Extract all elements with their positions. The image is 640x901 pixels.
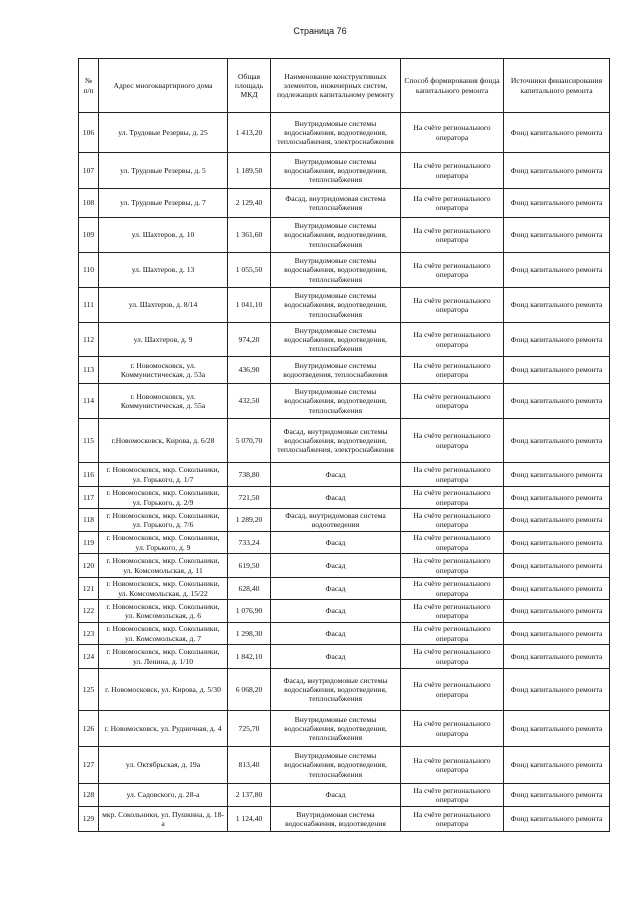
cell-source: Фонд капитального ремонта bbox=[504, 509, 610, 532]
cell-method: На счёте регионального оператора bbox=[401, 600, 504, 623]
cell-elements: Фасад, внутридомовая система теплоснабжения bbox=[271, 189, 401, 218]
cell-num: 114 bbox=[79, 384, 99, 419]
cell-method: На счёте регионального оператора bbox=[401, 323, 504, 357]
cell-area: 1 124,40 bbox=[228, 807, 271, 832]
cell-method: На счёте регионального оператора bbox=[401, 487, 504, 509]
cell-method: На счёте регионального оператора bbox=[401, 623, 504, 645]
cell-elements: Фасад bbox=[271, 532, 401, 554]
cell-elements: Внутридомовые системы водоснабжения, водоотведения, теплоснабжения bbox=[271, 253, 401, 288]
table-row bbox=[79, 532, 610, 554]
cell-address: ул. Садовского, д. 28-а bbox=[99, 784, 228, 807]
cell-method: На счёте регионального оператора bbox=[401, 554, 504, 578]
cell-method: На счёте регионального оператора bbox=[401, 711, 504, 747]
cell-num: 106 bbox=[79, 113, 99, 153]
cell-address: ул. Шахтеров, д. 10 bbox=[99, 218, 228, 253]
table-row bbox=[79, 623, 610, 645]
cell-area: 5 070,70 bbox=[228, 419, 271, 463]
page-title: Страница 76 bbox=[293, 26, 347, 36]
cell-method: На счёте регионального оператора bbox=[401, 384, 504, 419]
header-address: Адрес многоквартирного дома bbox=[99, 59, 228, 113]
cell-num: 108 bbox=[79, 189, 99, 218]
cell-elements: Фасад, внутридомовая система водоотведения bbox=[271, 509, 401, 532]
table-row bbox=[79, 487, 610, 509]
cell-source: Фонд капитального ремонта bbox=[504, 487, 610, 509]
table-row bbox=[79, 554, 610, 578]
cell-method: На счёте регионального оператора bbox=[401, 357, 504, 384]
cell-area: 721,50 bbox=[228, 487, 271, 509]
cell-num: 120 bbox=[79, 554, 99, 578]
cell-source: Фонд капитального ремонта bbox=[504, 645, 610, 669]
cell-elements: Внутридомовые системы водоотведения, теплоснабжения bbox=[271, 357, 401, 384]
table-row bbox=[79, 747, 610, 784]
cell-elements: Внутридомовые системы водоснабжения, водоотведения, теплоснабжения, электроснабжения bbox=[271, 113, 401, 153]
cell-address: г. Новомосковск, ул. Коммунистическая, д. 55а bbox=[99, 384, 228, 419]
table-row bbox=[79, 153, 610, 189]
cell-address: ул. Шахтеров, д. 13 bbox=[99, 253, 228, 288]
cell-source: Фонд капитального ремонта bbox=[504, 600, 610, 623]
cell-method: На счёте регионального оператора bbox=[401, 189, 504, 218]
cell-area: 2 129,40 bbox=[228, 189, 271, 218]
cell-address: г. Новомосковск, мкр. Сокольники, ул. Комсомольская, д. 11 bbox=[99, 554, 228, 578]
cell-method: На счёте регионального оператора bbox=[401, 463, 504, 487]
table-row bbox=[79, 645, 610, 669]
cell-source: Фонд капитального ремонта bbox=[504, 623, 610, 645]
cell-address: г.Новомосковск, Кирова, д. 6/28 bbox=[99, 419, 228, 463]
table-header-row bbox=[79, 59, 610, 113]
cell-source: Фонд капитального ремонта bbox=[504, 669, 610, 711]
cell-area: 1 055,50 bbox=[228, 253, 271, 288]
cell-num: 113 bbox=[79, 357, 99, 384]
cell-num: 129 bbox=[79, 807, 99, 832]
cell-source: Фонд капитального ремонта bbox=[504, 532, 610, 554]
cell-address: г. Новомосковск, мкр. Сокольники, ул. Комсомольская, д. 6 bbox=[99, 600, 228, 623]
cell-method: На счёте регионального оператора bbox=[401, 784, 504, 807]
cell-elements: Внутридомовые системы водоснабжения, водоотведения, теплоснабжения bbox=[271, 711, 401, 747]
cell-area: 2 137,80 bbox=[228, 784, 271, 807]
header-method: Способ формирования фонда капитального ремонта bbox=[401, 59, 504, 113]
cell-elements: Внутридомовые системы водоснабжения, водоотведения, теплоснабжения bbox=[271, 384, 401, 419]
cell-method: На счёте регионального оператора bbox=[401, 153, 504, 189]
cell-area: 1 289,20 bbox=[228, 509, 271, 532]
cell-method: На счёте регионального оператора bbox=[401, 532, 504, 554]
cell-num: 121 bbox=[79, 578, 99, 600]
cell-address: мкр. Сокольники, ул. Пушкина, д. 18-а bbox=[99, 807, 228, 832]
cell-elements: Фасад bbox=[271, 463, 401, 487]
cell-address: ул. Трудовые Резервы, д. 7 bbox=[99, 189, 228, 218]
cell-source: Фонд капитального ремонта bbox=[504, 747, 610, 784]
cell-method: На счёте регионального оператора bbox=[401, 113, 504, 153]
cell-area: 628,40 bbox=[228, 578, 271, 600]
cell-num: 117 bbox=[79, 487, 99, 509]
table-row bbox=[79, 113, 610, 153]
cell-area: 436,90 bbox=[228, 357, 271, 384]
table-row bbox=[79, 600, 610, 623]
cell-area: 1 041,10 bbox=[228, 288, 271, 323]
table-row bbox=[79, 218, 610, 253]
cell-area: 619,50 bbox=[228, 554, 271, 578]
table-row bbox=[79, 711, 610, 747]
cell-num: 115 bbox=[79, 419, 99, 463]
cell-source: Фонд капитального ремонта bbox=[504, 357, 610, 384]
cell-num: 124 bbox=[79, 645, 99, 669]
cell-method: На счёте регионального оператора bbox=[401, 645, 504, 669]
cell-source: Фонд капитального ремонта bbox=[504, 153, 610, 189]
cell-address: г. Новомосковск, мкр. Сокольники, ул. Ленина, д. 1/10 bbox=[99, 645, 228, 669]
cell-method: На счёте регионального оператора bbox=[401, 807, 504, 832]
cell-elements: Фасад bbox=[271, 600, 401, 623]
header-source: Источники финансирования капитального ремонта bbox=[504, 59, 610, 113]
cell-elements: Внутридомовые системы водоснабжения, водоотведения, теплоснабжения bbox=[271, 288, 401, 323]
cell-num: 107 bbox=[79, 153, 99, 189]
cell-elements: Внутридомовые системы водоснабжения, водоотведения, теплоснабжения bbox=[271, 323, 401, 357]
cell-elements: Фасад, внутридомовые системы водоснабжения, водоотведения, теплоснабжения, электроснабжения bbox=[271, 419, 401, 463]
cell-elements: Фасад bbox=[271, 578, 401, 600]
cell-source: Фонд капитального ремонта bbox=[504, 288, 610, 323]
cell-elements: Фасад bbox=[271, 487, 401, 509]
cell-method: На счёте регионального оператора bbox=[401, 218, 504, 253]
table-row bbox=[79, 253, 610, 288]
cell-num: 110 bbox=[79, 253, 99, 288]
table-row bbox=[79, 419, 610, 463]
cell-address: ул. Трудовые Резервы, д. 5 bbox=[99, 153, 228, 189]
cell-area: 432,50 bbox=[228, 384, 271, 419]
cell-num: 111 bbox=[79, 288, 99, 323]
cell-address: г. Новомосковск, ул. Рудничная, д. 4 bbox=[99, 711, 228, 747]
header-area: Общая площадь МКД bbox=[228, 59, 271, 113]
cell-num: 128 bbox=[79, 784, 99, 807]
cell-address: г. Новомосковск, мкр. Сокольники, ул. Горького, д. 2/9 bbox=[99, 487, 228, 509]
table-row bbox=[79, 578, 610, 600]
table-row bbox=[79, 807, 610, 832]
cell-area: 1 361,60 bbox=[228, 218, 271, 253]
cell-method: На счёте регионального оператора bbox=[401, 288, 504, 323]
table-row bbox=[79, 669, 610, 711]
cell-address: г. Новомосковск, ул. Кирова, д. 5/30 bbox=[99, 669, 228, 711]
table-row bbox=[79, 323, 610, 357]
cell-address: ул. Шахтеров, д. 9 bbox=[99, 323, 228, 357]
header-num: № п/п bbox=[79, 59, 99, 113]
cell-num: 127 bbox=[79, 747, 99, 784]
cell-area: 813,40 bbox=[228, 747, 271, 784]
cell-num: 119 bbox=[79, 532, 99, 554]
cell-num: 118 bbox=[79, 509, 99, 532]
cell-address: ул. Октябрьская, д. 19а bbox=[99, 747, 228, 784]
cell-elements: Фасад bbox=[271, 554, 401, 578]
cell-method: На счёте регионального оператора bbox=[401, 669, 504, 711]
table-row bbox=[79, 288, 610, 323]
cell-num: 126 bbox=[79, 711, 99, 747]
cell-method: На счёте регионального оператора bbox=[401, 747, 504, 784]
cell-num: 116 bbox=[79, 463, 99, 487]
table-row bbox=[79, 384, 610, 419]
cell-address: г. Новомосковск, мкр. Сокольники, ул. Комсомольская, д. 15/22 bbox=[99, 578, 228, 600]
cell-elements: Внутридомовая система водоснабжения, водоотведения bbox=[271, 807, 401, 832]
cell-elements: Внутридомовые системы водоснабжения, водоотведения, теплоснабжения bbox=[271, 153, 401, 189]
cell-address: г. Новомосковск, мкр. Сокольники, ул. Горького, д. 1/7 bbox=[99, 463, 228, 487]
table-row bbox=[79, 463, 610, 487]
cell-elements: Фасад, внутридомовые системы водоснабжения, водоотведения, теплоснабжения bbox=[271, 669, 401, 711]
cell-area: 974,20 bbox=[228, 323, 271, 357]
cell-source: Фонд капитального ремонта bbox=[504, 113, 610, 153]
cell-area: 1 413,20 bbox=[228, 113, 271, 153]
table-row bbox=[79, 784, 610, 807]
cell-source: Фонд капитального ремонта bbox=[504, 384, 610, 419]
table-row bbox=[79, 189, 610, 218]
cell-area: 6 068,20 bbox=[228, 669, 271, 711]
cell-method: На счёте регионального оператора bbox=[401, 578, 504, 600]
cell-elements: Фасад bbox=[271, 784, 401, 807]
cell-num: 112 bbox=[79, 323, 99, 357]
table-row bbox=[79, 509, 610, 532]
cell-area: 1 842,10 bbox=[228, 645, 271, 669]
cell-method: На счёте регионального оператора bbox=[401, 509, 504, 532]
cell-source: Фонд капитального ремонта bbox=[504, 253, 610, 288]
cell-method: На счёте регионального оператора bbox=[401, 419, 504, 463]
cell-address: ул. Трудовые Резервы, д. 25 bbox=[99, 113, 228, 153]
cell-elements: Внутридомовые системы водоснабжения, водоотведения, теплоснабжения bbox=[271, 747, 401, 784]
cell-area: 733,24 bbox=[228, 532, 271, 554]
cell-source: Фонд капитального ремонта bbox=[504, 323, 610, 357]
cell-num: 122 bbox=[79, 600, 99, 623]
cell-source: Фонд капитального ремонта bbox=[504, 784, 610, 807]
cell-elements: Фасад bbox=[271, 623, 401, 645]
table-row bbox=[79, 357, 610, 384]
cell-area: 1 298,30 bbox=[228, 623, 271, 645]
cell-source: Фонд капитального ремонта bbox=[504, 419, 610, 463]
cell-area: 725,70 bbox=[228, 711, 271, 747]
cell-source: Фонд капитального ремонта bbox=[504, 463, 610, 487]
cell-area: 738,80 bbox=[228, 463, 271, 487]
cell-num: 125 bbox=[79, 669, 99, 711]
cell-source: Фонд капитального ремонта bbox=[504, 578, 610, 600]
cell-address: г. Новомосковск, мкр. Сокольники, ул. Горького, д. 7/6 bbox=[99, 509, 228, 532]
cell-area: 1 076,90 bbox=[228, 600, 271, 623]
cell-address: г. Новомосковск, ул. Коммунистическая, д. 53а bbox=[99, 357, 228, 384]
cell-address: ул. Шахтеров, д. 8/14 bbox=[99, 288, 228, 323]
cell-num: 123 bbox=[79, 623, 99, 645]
cell-source: Фонд капитального ремонта bbox=[504, 218, 610, 253]
cell-method: На счёте регионального оператора bbox=[401, 253, 504, 288]
cell-elements: Фасад bbox=[271, 645, 401, 669]
cell-elements: Внутридомовые системы водоснабжения, водоотведения, теплоснабжения bbox=[271, 218, 401, 253]
cell-source: Фонд капитального ремонта bbox=[504, 807, 610, 832]
cell-area: 1 189,50 bbox=[228, 153, 271, 189]
cell-num: 109 bbox=[79, 218, 99, 253]
header-elements: Наименование конструктивных элементов, инженерных систем, подлежащих капитальному ремонту bbox=[271, 59, 401, 113]
cell-source: Фонд капитального ремонта bbox=[504, 189, 610, 218]
capital-repair-table bbox=[78, 58, 610, 832]
cell-address: г. Новомосковск, мкр. Сокольники, ул. Комсомольская, д. 7 bbox=[99, 623, 228, 645]
cell-source: Фонд капитального ремонта bbox=[504, 554, 610, 578]
cell-address: г. Новомосковск, мкр. Сокольники, ул. Горького, д. 9 bbox=[99, 532, 228, 554]
cell-source: Фонд капитального ремонта bbox=[504, 711, 610, 747]
